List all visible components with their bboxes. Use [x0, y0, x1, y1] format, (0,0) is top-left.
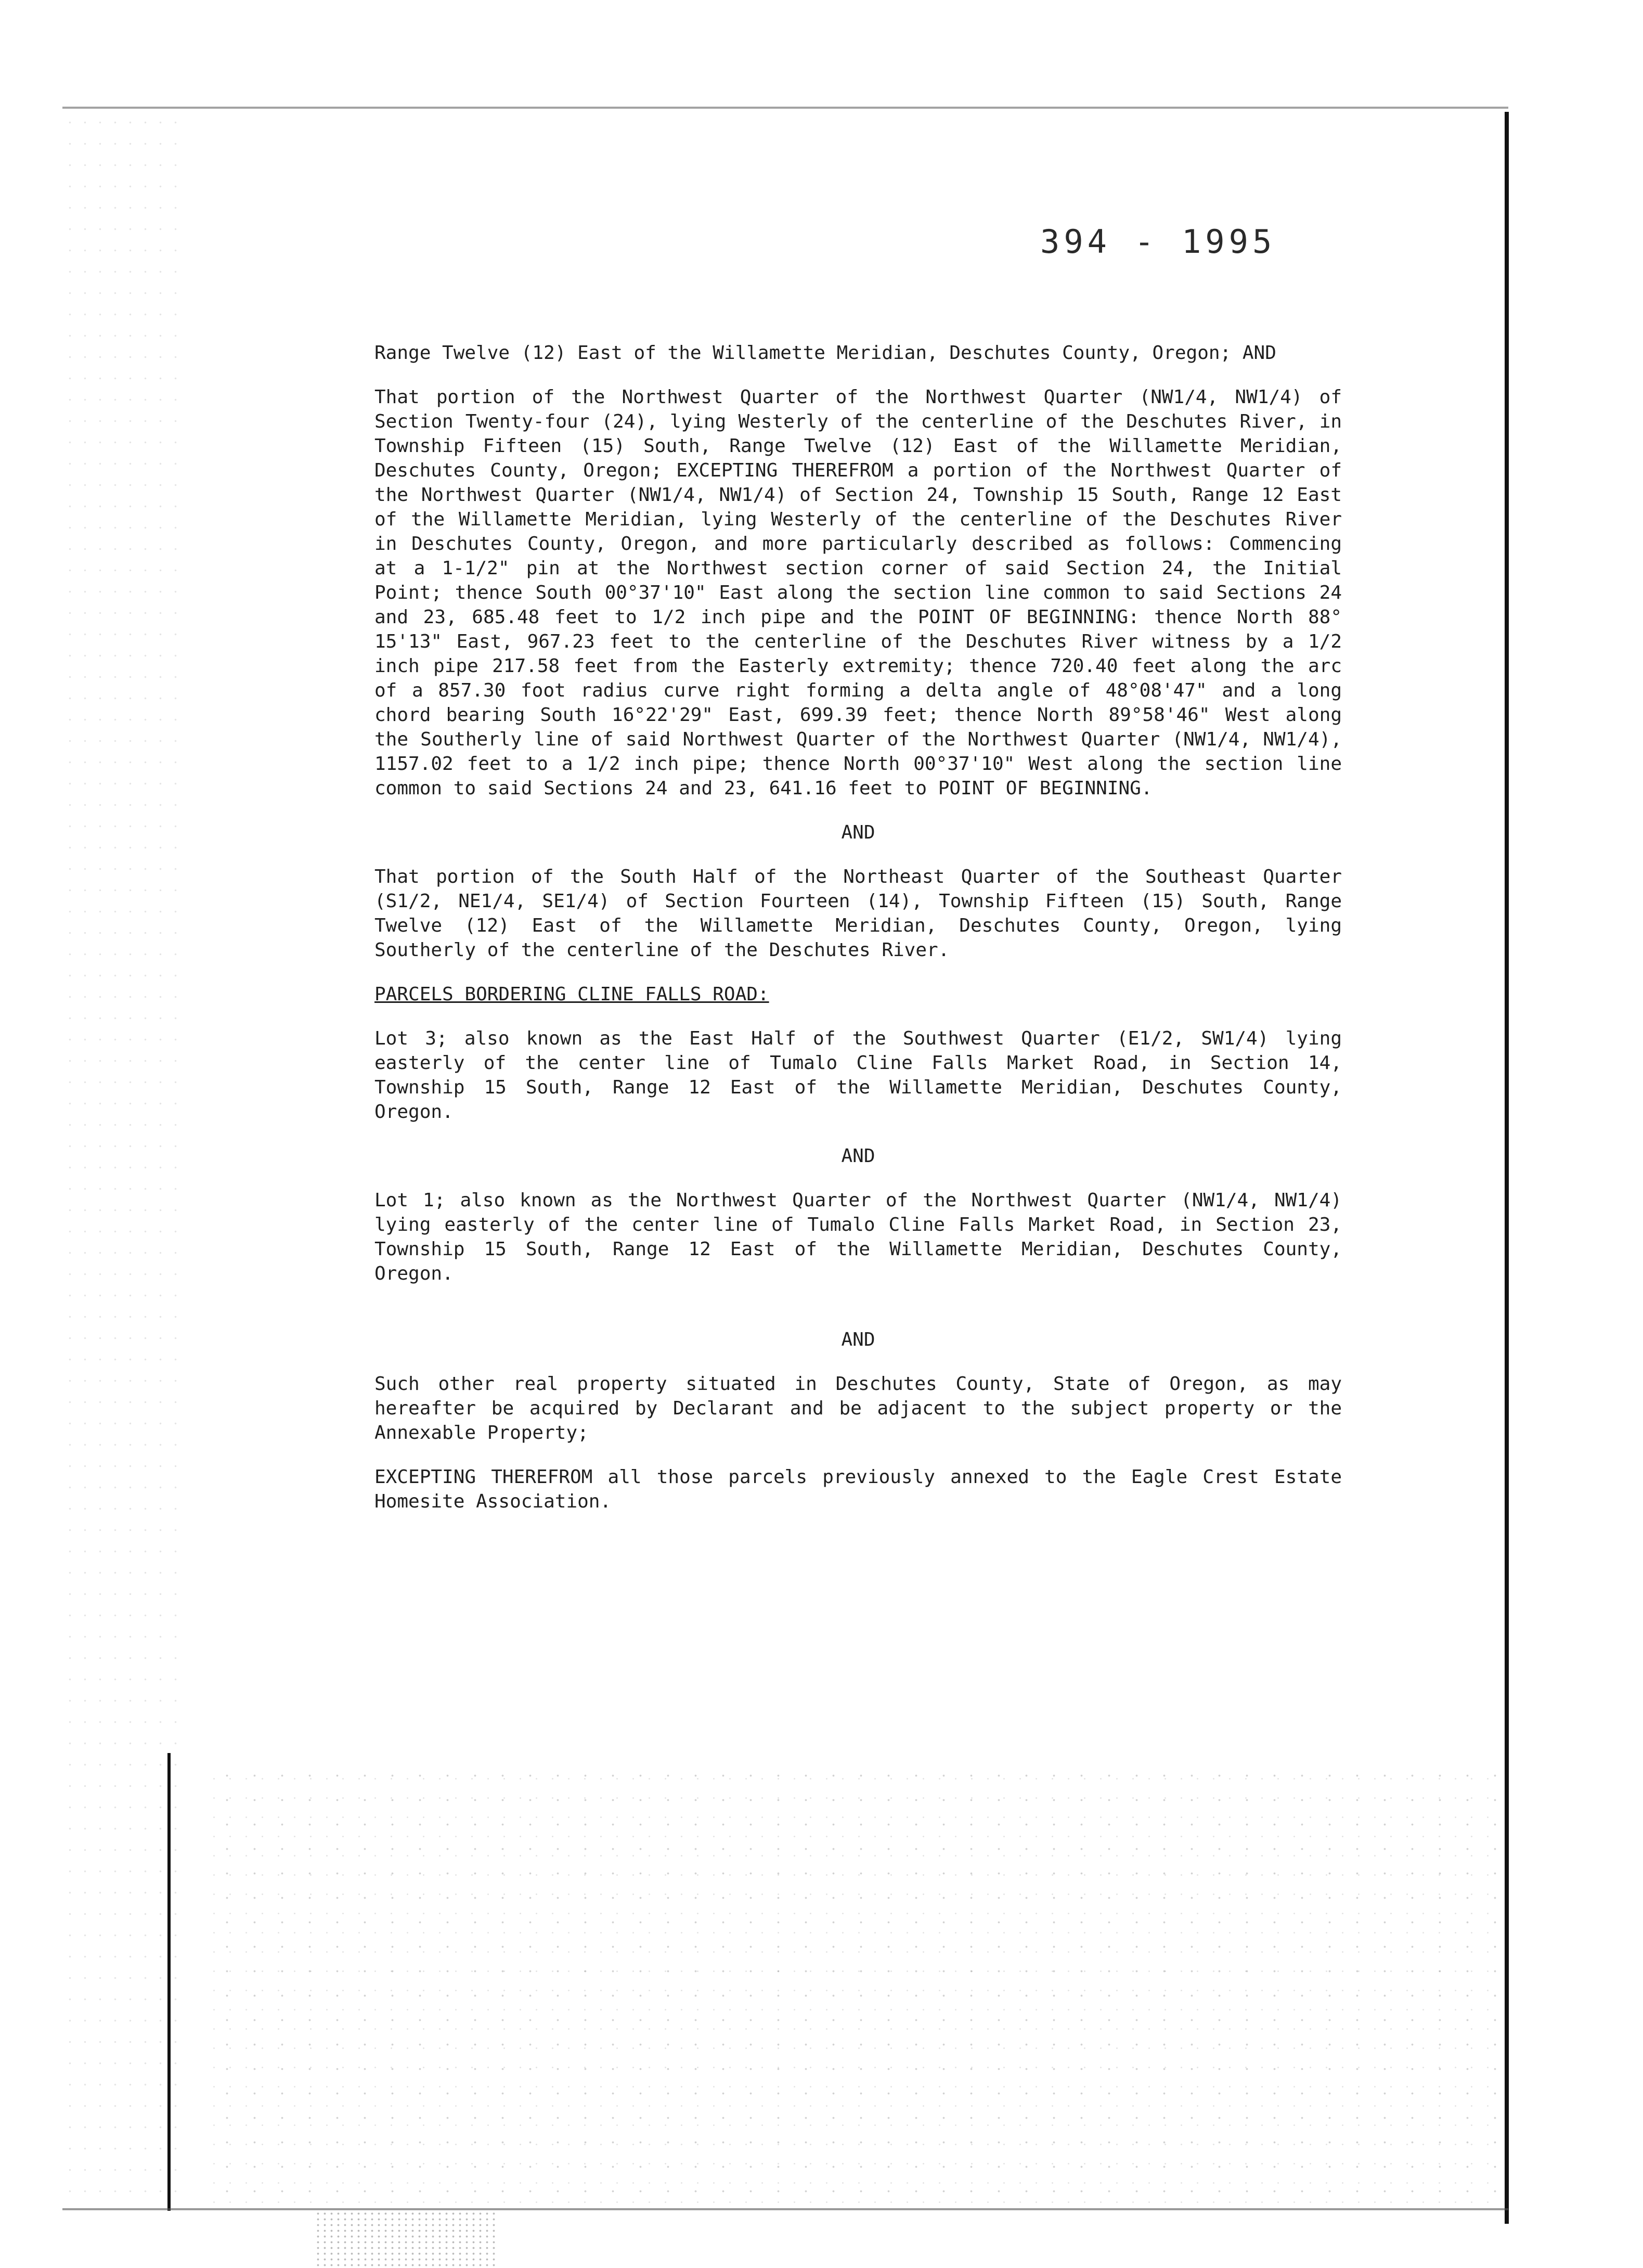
scan-noise-stub [315, 2211, 497, 2268]
paragraph-excepting: EXCEPTING THEREFROM all those parcels previously annexed to the Eagle Crest Estate Homesite Association. [374, 1466, 1342, 1512]
section-heading: PARCELS BORDERING CLINE FALLS ROAD: [374, 984, 769, 1005]
scan-edge-bottom [62, 2208, 1508, 2210]
paragraph-other-property: Such other real property situated in Deschutes County, State of Oregon, as may hereafter be acquired by Declarant and be adjacent to the subject property or the Annexable Property; [374, 1373, 1342, 1444]
paragraph-lot-1: Lot 1; also known as the Northwest Quarter of the Northwest Quarter (NW1/4, NW1/4) lying easterly of the center line of Tumalo Cline Falls Market Road, in Section 23, Township 15 South, Range 12 East of the Willamette Meridian, Deschutes County, Oregon. [374, 1190, 1342, 1284]
and-separator: AND [841, 822, 875, 843]
paragraph-south-half-section-14: That portion of the South Half of the Northeast Quarter of the Southeast Quarter (S1/2, NE1/4, SE1/4) of Section Fourteen (14), Township Fifteen (15) South, Range Twelve (12) East of the Willamette Meridian, Deschutes County, Oregon, lying Southerly of the centerline of the Deschutes River. [374, 866, 1342, 961]
scan-edge-right [1505, 112, 1509, 2224]
page-number: 394 - 1995 [1040, 223, 1276, 261]
document-body [374, 341, 1342, 1514]
paragraph-lot-3: Lot 3; also known as the East Half of the Southwest Quarter (E1/2, SW1/4) lying easterly of the center line of Tumalo Cline Falls Market Road, in Section 14, Township 15 South, Range 12 East of the Willamette Meridian, Deschutes County, Oregon. [374, 1028, 1342, 1123]
scan-noise-left [62, 112, 182, 2208]
and-separator: AND [841, 1329, 875, 1350]
and-separator: AND [841, 1145, 875, 1167]
scan-noise-bottom [213, 1763, 1503, 2206]
scan-edge-top [62, 107, 1508, 109]
intro-line: Range Twelve (12) East of the Willamette Meridian, Deschutes County, Oregon; AND [374, 342, 1276, 364]
paragraph-nw-quarter-section-24: That portion of the Northwest Quarter of the Northwest Quarter (NW1/4, NW1/4) of Section Twenty-four (24), lying Westerly of the centerline of the Deschutes River, in Township Fifteen (15) South, Range Twelve (12) East of the Willamette Meridian, Deschutes County, Oregon; EXCEPTING THEREFROM a portion of the Northwest Quarter of the Northwest Quarter (NW1/4, NW1/4) of Section 24, Township 15 South, Range 12 East of the Willamette Meridian, lying Westerly of the centerline of the Deschutes River in Deschutes County, Oregon, and more particularly described as follows: Commencing at a 1-1/2" pin at the Northwest section corner of said Section 24, the Initial Point; thence South 00°37'10" East along the section line common to said Sections 24 and 23, 685.48 feet to 1/2 inch pipe and the POINT OF BEGINNING: thence North 88° 15'13" East, 967.23 feet to the centerline of the Deschutes River witness by a 1/2 inch pipe 217.58 feet from the Easterly extremity; thence 720.40 feet along the arc of a 857.30 foot radius curve right forming a delta angle of 48°08'47" and a long chord bearing South 16°22'29" East, 699.39 feet; thence North 89°58'46" West along the Southerly line of said Northwest Quarter of the Northwest Quarter (NW1/4, NW1/4), 1157.02 feet to a 1/2 inch pipe; thence North 00°37'10" West along the section line common to said Sections 24 and 23, 641.16 feet to POINT OF BEGINNING. [374, 386, 1342, 799]
scan-edge-left [167, 1753, 171, 2211]
